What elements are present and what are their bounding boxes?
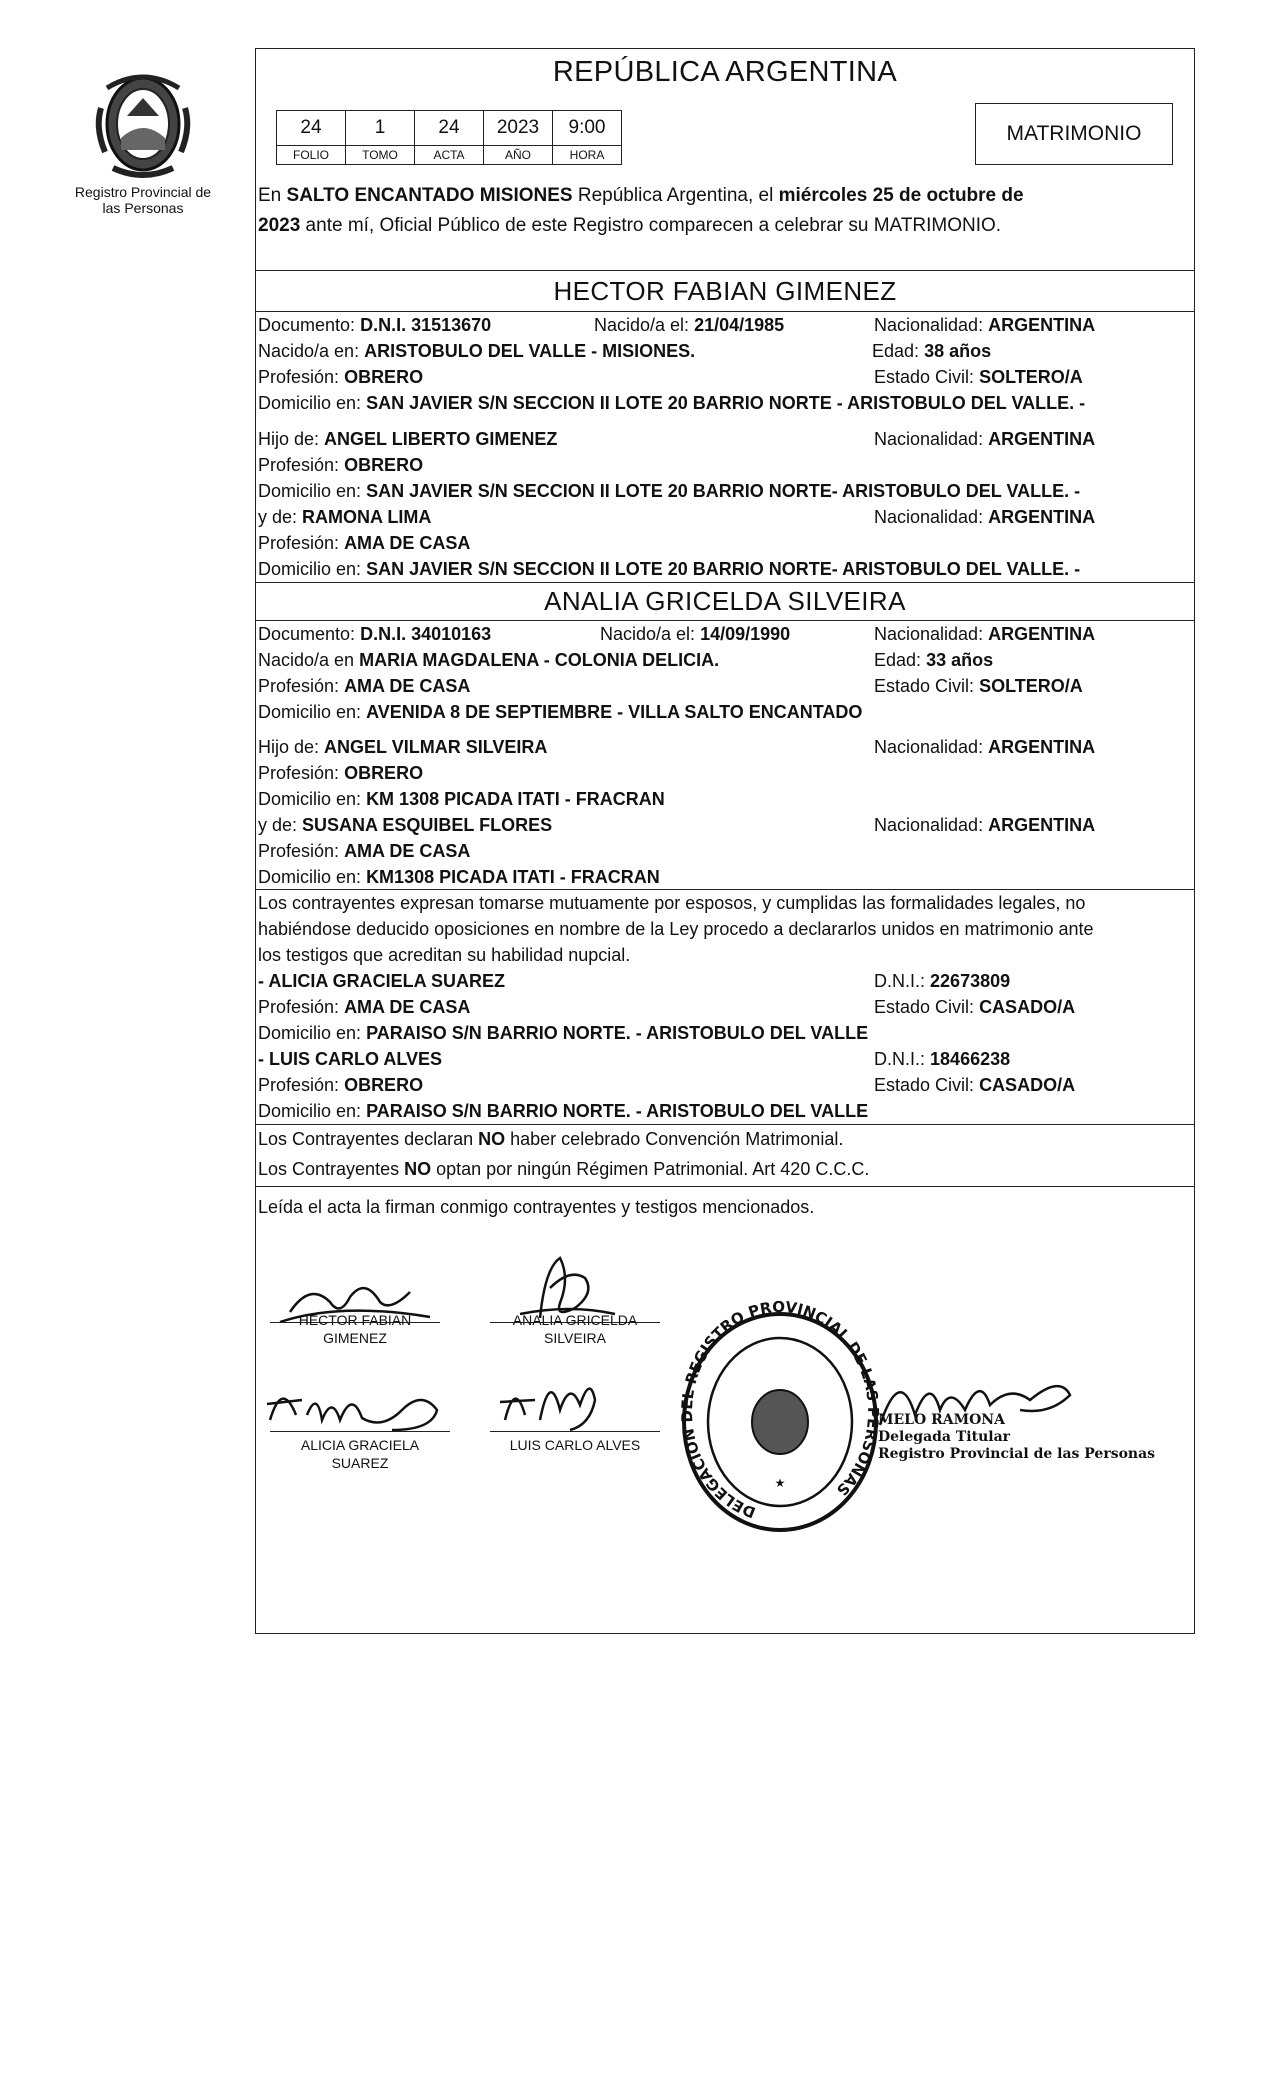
spouse1-mother-dom: Domicilio en: SAN JAVIER S/N SECCION II LOTE 20 BARRIO NORTE- ARISTOBULO DEL VALLE. -	[258, 559, 1081, 579]
official-name: MELO RAMONA	[878, 1412, 1005, 1428]
folio-value: 24	[277, 111, 346, 146]
witness2-prof: Profesión: OBRERO Estado Civil: CASADO/A	[258, 1075, 1076, 1095]
date-a: miércoles 25 de octubre de	[778, 185, 1024, 206]
convention-line-1: Los Contrayentes declaran NO haber celebrado Convención Matrimonial.	[258, 1129, 844, 1149]
acta-value: 24	[415, 111, 484, 146]
spouse1-mother-prof: Profesión: AMA DE CASA	[258, 533, 471, 553]
divider	[255, 1124, 1195, 1125]
official-org: Registro Provincial de las Personas	[878, 1446, 1156, 1462]
acta-label: ACTA	[415, 146, 484, 165]
spouse2-mother-dom: Domicilio en: KM1308 PICADA ITATI - FRACRAN	[258, 867, 660, 887]
folio-label: FOLIO	[277, 146, 346, 165]
spouse2-name: ANALIA GRICELDA SILVEIRA	[544, 586, 906, 616]
divider	[255, 270, 1195, 271]
spouse1-mother-row: y de: RAMONA LIMA Nacionalidad: ARGENTINA	[258, 507, 1096, 527]
signature-label-luis: LUIS CARLO ALVES	[509, 1437, 641, 1453]
date-b: 2023	[258, 215, 301, 236]
spouse1-row-doc: Documento: D.N.I. 31513670 Nacido/a el: 21/04/1985 Nacionalidad: ARGENTINA	[258, 315, 1096, 335]
tomo-value: 1	[346, 111, 415, 146]
closing-text: Leída el acta la firman conmigo contrayentes y testigos mencionados.	[258, 1197, 815, 1217]
page-title: REPÚBLICA ARGENTINA	[552, 56, 898, 88]
spouse2-mother-prof: Profesión: AMA DE CASA	[258, 841, 471, 861]
signature-line	[270, 1431, 450, 1432]
anio-label: AÑO	[484, 146, 553, 165]
signature-label-hector: HECTOR FABIAN GIMENEZ	[298, 1312, 412, 1346]
spouse2-row-dom: Domicilio en: AVENIDA 8 DE SEPTIEMBRE - VILLA SALTO ENCANTADO	[258, 702, 863, 722]
witness1-dom: Domicilio en: PARAISO S/N BARRIO NORTE. - ARISTOBULO DEL VALLE	[258, 1023, 869, 1043]
declaration-line-3: los testigos que acreditan su habilidad nupcial.	[258, 945, 631, 965]
divider	[255, 582, 1195, 583]
signature-label-analia: ANALIA GRICELDA SILVEIRA	[512, 1312, 638, 1346]
official-stamp-icon	[677, 1297, 883, 1538]
signature-label-alicia: ALICIA GRACIELA SUAREZ	[300, 1437, 420, 1471]
spouse1-row-birth: Nacido/a en: ARISTOBULO DEL VALLE - MISIONES. Edad: 38 años	[258, 341, 992, 361]
witness2-dom: Domicilio en: PARAISO S/N BARRIO NORTE. - ARISTOBULO DEL VALLE	[258, 1101, 869, 1121]
declaration-line-2: habiéndose deducido oposiciones en nombre de la Ley procedo a declararlos unidos en matrimonio ante	[258, 919, 1094, 939]
intro-paragraph: En SALTO ENCANTADO MISIONES República Argentina, el miércoles 25 de octubre de 2023 ante mí, Oficial Público de este Registro comparecen a celebrar su MATRIMONIO.	[258, 185, 1024, 236]
spouse1-father-row: Hijo de: ANGEL LIBERTO GIMENEZ Nacionalidad: ARGENTINA	[258, 429, 1096, 449]
spouse1-father-prof: Profesión: OBRERO	[258, 455, 424, 475]
signature-line	[490, 1431, 660, 1432]
spouse2-mother-row: y de: SUSANA ESQUIBEL FLORES Nacionalidad: ARGENTINA	[258, 815, 1096, 835]
tomo-label: TOMO	[346, 146, 415, 165]
anio-value: 2023	[484, 111, 553, 146]
divider	[255, 1186, 1195, 1187]
spouse1-row-prof: Profesión: OBRERO Estado Civil: SOLTERO/A	[258, 367, 1083, 387]
spouse2-father-dom: Domicilio en: KM 1308 PICADA ITATI - FRACRAN	[258, 789, 665, 809]
signature-alicia-icon	[262, 1370, 462, 1440]
place: SALTO ENCANTADO MISIONES	[286, 185, 573, 206]
witness1-row: - ALICIA GRACIELA SUAREZ D.N.I.: 22673809	[258, 971, 1011, 991]
reference-table	[276, 110, 622, 165]
spouse2-father-prof: Profesión: OBRERO	[258, 763, 424, 783]
official-block	[878, 1412, 1155, 1463]
record-type-box: MATRIMONIO	[975, 103, 1173, 165]
spouse1-name: HECTOR FABIAN GIMENEZ	[553, 276, 897, 306]
svg-text:★: ★	[774, 1476, 786, 1490]
witness1-prof: Profesión: AMA DE CASA Estado Civil: CASADO/A	[258, 997, 1076, 1017]
spouse2-row-birth: Nacido/a en MARIA MAGDALENA - COLONIA DELICIA. Edad: 33 años	[258, 650, 994, 670]
svg-text:DELEGACION DEL REGISTRO PROVIN: DELEGACION DEL REGISTRO PROVINCIAL DE LAS PERSONAS	[677, 1297, 883, 1522]
signature-luis-icon	[495, 1360, 625, 1440]
official-role: Delegada Titular	[878, 1429, 1011, 1445]
spouse1-father-dom: Domicilio en: SAN JAVIER S/N SECCION II LOTE 20 BARRIO NORTE- ARISTOBULO DEL VALLE. -	[258, 481, 1081, 501]
spouse2-row-doc: Documento: D.N.I. 34010163 Nacido/a el: 14/09/1990 Nacionalidad: ARGENTINA	[258, 624, 1096, 644]
convention-line-2: Los Contrayentes NO optan por ningún Régimen Patrimonial. Art 420 C.C.C.	[258, 1159, 870, 1179]
declaration-line-1: Los contrayentes expresan tomarse mutuamente por esposos, y cumplidas las formalidades legales, no	[258, 893, 1086, 913]
registry-logo	[68, 68, 218, 216]
spouse2-father-row: Hijo de: ANGEL VILMAR SILVEIRA Nacionalidad: ARGENTINA	[258, 737, 1096, 757]
witness2-row: - LUIS CARLO ALVES D.N.I.: 18466238	[258, 1049, 1011, 1069]
spouse2-row-prof: Profesión: AMA DE CASA Estado Civil: SOLTERO/A	[258, 676, 1083, 696]
registry-name: Registro Provincial de las Personas	[74, 184, 212, 216]
spouse1-row-dom: Domicilio en: SAN JAVIER S/N SECCION II LOTE 20 BARRIO NORTE - ARISTOBULO DEL VALLE. -	[258, 393, 1086, 413]
province-seal-icon	[87, 68, 199, 180]
declaration-paragraph	[258, 890, 1193, 968]
hora-label: HORA	[553, 146, 622, 165]
hora-value: 9:00	[553, 111, 622, 146]
